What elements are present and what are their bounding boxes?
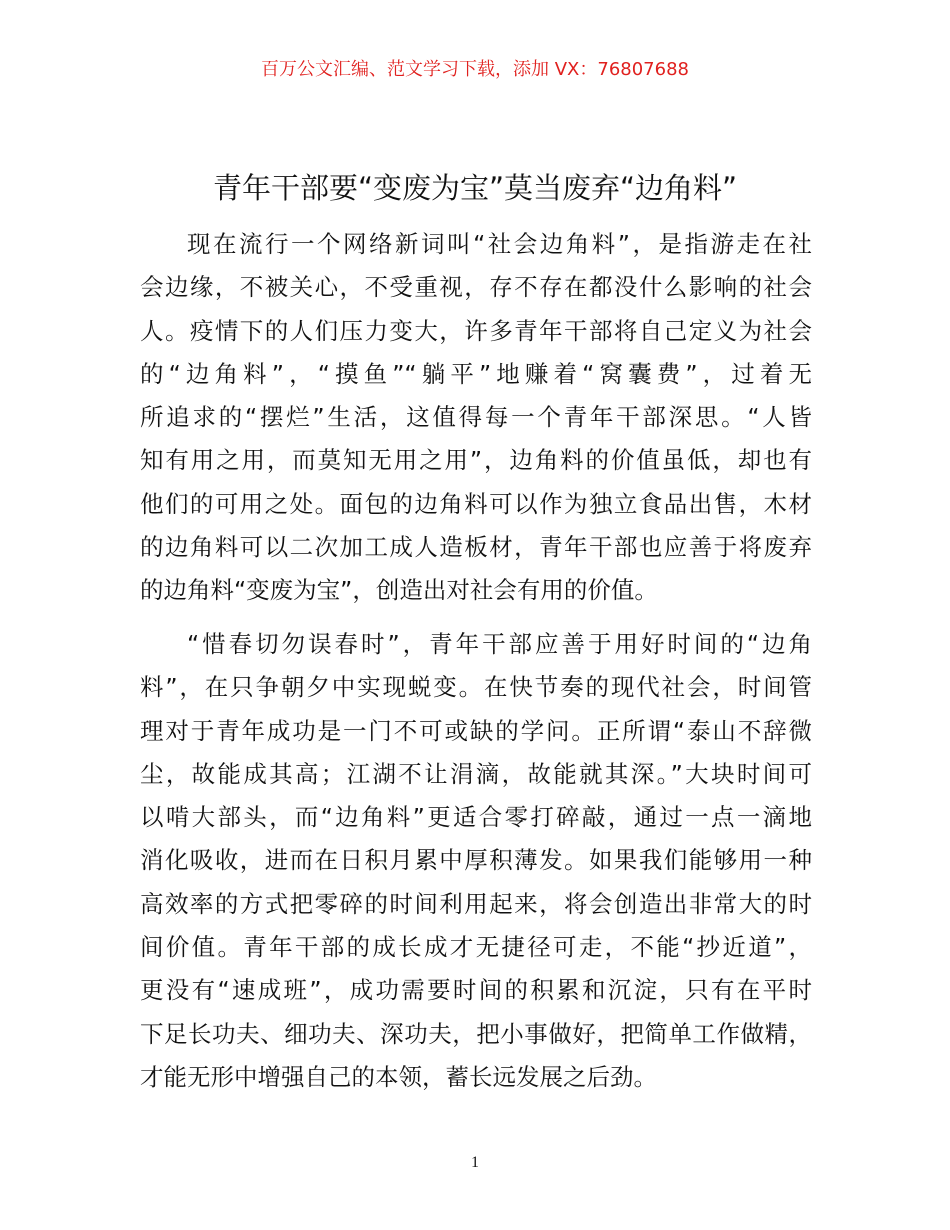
text-line: 下足长功夫、细功夫、深功夫，把小事做好，把简单工作做精， [140, 1019, 812, 1048]
paragraph-1 [140, 223, 812, 613]
text-line: 所追求的“摆烂”生活，这值得每一个青年干部深思。“人皆 [140, 403, 812, 432]
text-line: 理对于青年成功是一门不可或缺的学问。正所谓“泰山不辞微 [140, 716, 812, 745]
text-line: 更没有“速成班”，成功需要时间的积累和沉淀，只有在平时 [140, 976, 812, 1005]
text-line: 间价值。青年干部的成长成才无捷径可走，不能“抄近道”， [140, 933, 812, 962]
text-line: 料”，在只争朝夕中实现蜕变。在快节奏的现代社会，时间管 [140, 673, 812, 702]
text-line: 的边角料“变废为宝”，创造出对社会有用的价值。 [140, 576, 658, 605]
text-line: 知有用之用，而莫知无用之用”，边角料的价值虽低，却也有 [140, 446, 812, 475]
paragraph-2 [140, 623, 812, 1099]
text-line: 现在流行一个网络新词叫“社会边角料”，是指游走在社 [187, 230, 812, 258]
text-line: 的“边角料”，“摸鱼”“躺平”地赚着“窝囊费”，过着无 [140, 359, 812, 388]
text-line: 才能无形中增强自己的本领，蓄长远发展之后劲。 [140, 1062, 657, 1091]
watermark-banner: 百万公文汇编、范文学习下载，添加 VX：76807688 [261, 59, 689, 80]
text-line: 人。疫情下的人们压力变大，许多青年干部将自己定义为社会 [140, 316, 812, 345]
text-line: “惜春切勿误春时”，青年干部应善于用好时间的“边角 [187, 630, 812, 658]
text-line: 他们的可用之处。面包的边角料可以作为独立食品出售，木材 [140, 489, 812, 518]
text-line: 以啃大部头，而“边角料”更适合零打碎敲，通过一点一滴地 [140, 803, 812, 832]
text-line: 的边角料可以二次加工成人造板材，青年干部也应善于将废弃 [140, 533, 812, 562]
text-line: 尘，故能成其高；江湖不让涓滴，故能就其深。”大块时间可 [140, 759, 812, 788]
document-title: 青年干部要“变废为宝”莫当废弃“边角料” [212, 171, 738, 205]
text-line: 消化吸收，进而在日积月累中厚积薄发。如果我们能够用一种 [140, 846, 812, 875]
page-number: 1 [471, 1154, 479, 1171]
text-line: 会边缘，不被关心，不受重视，存不存在都没什么影响的社会 [140, 273, 812, 302]
text-line: 高效率的方式把零碎的时间利用起来，将会创造出非常大的时 [140, 889, 812, 918]
